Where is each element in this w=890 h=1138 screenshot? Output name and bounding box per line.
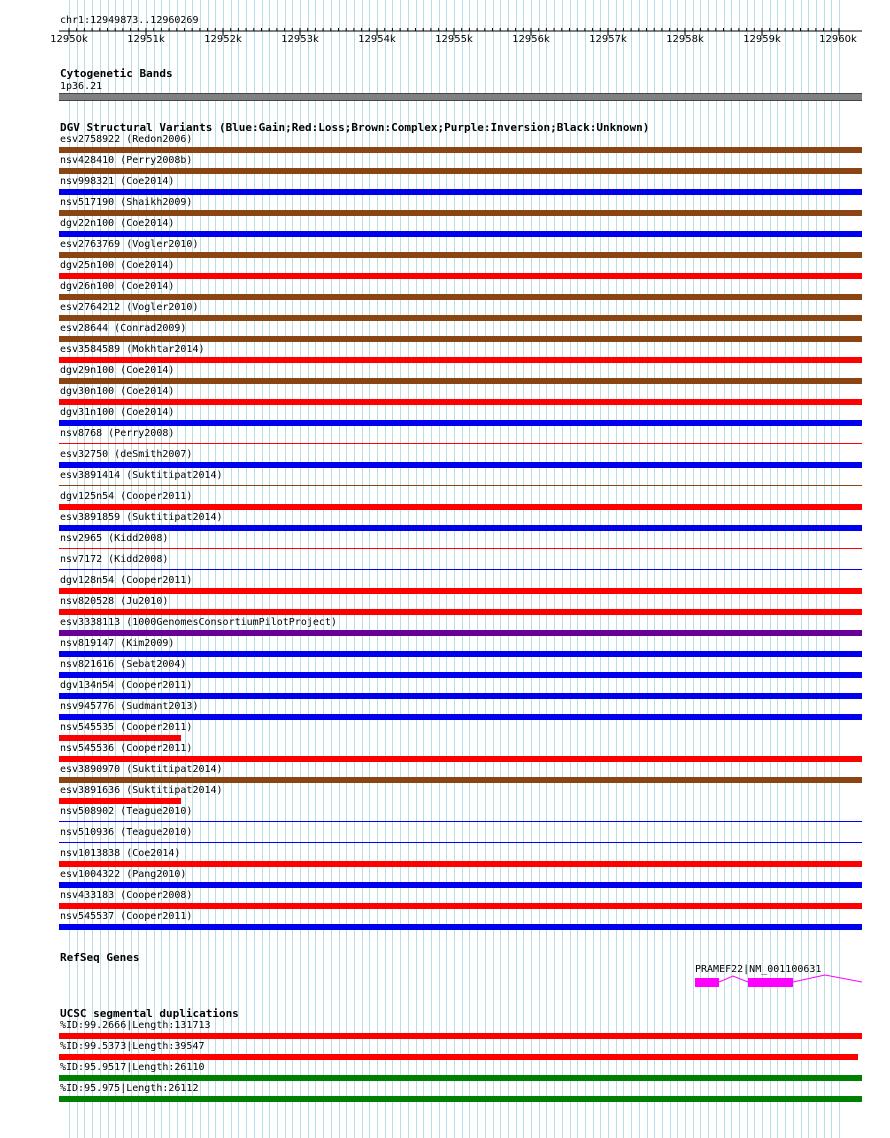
dgv-variant-label: nsv517190 (Shaikh2009) <box>60 197 193 208</box>
segdup-bar[interactable] <box>59 1096 862 1102</box>
dgv-variant-bar[interactable] <box>59 735 181 741</box>
dgv-variant-label: nsv428410 (Perry2008b) <box>60 155 193 166</box>
region-label: chr1:12949873..12960269 <box>60 15 199 26</box>
dgv-variant-label: nsv2965 (Kidd2008) <box>60 533 169 544</box>
dgv-variant-bar[interactable] <box>59 189 862 195</box>
cyto-band-bar <box>59 93 862 101</box>
dgv-variant-label: esv3891859 (Suktitipat2014) <box>60 512 223 523</box>
dgv-variant-bar[interactable] <box>59 777 862 783</box>
gene-intron <box>793 975 862 982</box>
refseq-track-title: RefSeq Genes <box>60 951 140 964</box>
dgv-variant-label: esv3338113 (1000GenomesConsortiumPilotProject) <box>60 617 337 628</box>
cyto-band-label: 1p36.21 <box>60 81 103 92</box>
dgv-variant-label: nsv545537 (Cooper2011) <box>60 911 193 922</box>
dgv-variant-bar[interactable] <box>59 821 862 822</box>
dgv-variant-label: esv2758922 (Redon2006) <box>60 134 193 145</box>
gene-exon <box>748 978 793 987</box>
dgv-variant-bar[interactable] <box>59 378 862 384</box>
dgv-variant-label: dgv134n54 (Cooper2011) <box>60 680 193 691</box>
dgv-variant-label: esv3891414 (Suktitipat2014) <box>60 470 223 481</box>
dgv-variant-bar[interactable] <box>59 443 862 444</box>
gene-label: PRAMEF22|NM_001100631 <box>695 964 822 975</box>
dgv-variant-label: dgv125n54 (Cooper2011) <box>60 491 193 502</box>
dgv-variant-label: nsv8768 (Perry2008) <box>60 428 175 439</box>
segdup-bar[interactable] <box>59 1075 862 1081</box>
dgv-variant-label: esv3890970 (Suktitipat2014) <box>60 764 223 775</box>
dgv-variant-label: nsv819147 (Kim2009) <box>60 638 175 649</box>
ruler-tick-label: 12950k <box>50 34 88 45</box>
segdup-track-title: UCSC segmental duplications <box>60 1007 239 1020</box>
dgv-variant-label: esv2763769 (Vogler2010) <box>60 239 199 250</box>
dgv-variant-bar[interactable] <box>59 336 862 342</box>
dgv-variant-label: dgv128n54 (Cooper2011) <box>60 575 193 586</box>
segdup-label: %ID:95.9517|Length:26110 <box>60 1062 205 1073</box>
dgv-variant-bar[interactable] <box>59 798 181 804</box>
dgv-variant-bar[interactable] <box>59 420 862 426</box>
dgv-variant-label: dgv31n100 (Coe2014) <box>60 407 175 418</box>
dgv-variant-bar[interactable] <box>59 210 862 216</box>
gene-intron <box>719 976 748 982</box>
dgv-variant-bar[interactable] <box>59 924 862 930</box>
dgv-variant-label: esv3584589 (Mokhtar2014) <box>60 344 205 355</box>
dgv-variant-bar[interactable] <box>59 903 862 909</box>
dgv-variant-label: dgv29n100 (Coe2014) <box>60 365 175 376</box>
dgv-variant-bar[interactable] <box>59 651 862 657</box>
dgv-variant-bar[interactable] <box>59 252 862 258</box>
dgv-variant-label: nsv545536 (Cooper2011) <box>60 743 193 754</box>
dgv-variant-label: dgv30n100 (Coe2014) <box>60 386 175 397</box>
dgv-variant-label: nsv945776 (Sudmant2013) <box>60 701 199 712</box>
ruler-tick-label: 12960k <box>819 34 857 45</box>
dgv-variant-bar[interactable] <box>59 273 862 279</box>
gene-exon <box>695 978 719 987</box>
dgv-variant-bar[interactable] <box>59 357 862 363</box>
ruler-tick-label: 12954k <box>358 34 396 45</box>
dgv-variant-bar[interactable] <box>59 756 862 762</box>
dgv-variant-bar[interactable] <box>59 714 862 720</box>
dgv-variant-label: esv32750 (deSmith2007) <box>60 449 193 460</box>
dgv-variant-bar[interactable] <box>59 630 862 636</box>
ruler-tick-label: 12952k <box>204 34 242 45</box>
dgv-variant-bar[interactable] <box>59 525 862 531</box>
dgv-variant-label: dgv25n100 (Coe2014) <box>60 260 175 271</box>
dgv-variant-bar[interactable] <box>59 399 862 405</box>
dgv-variant-bar[interactable] <box>59 842 862 843</box>
dgv-variant-bar[interactable] <box>59 548 862 549</box>
dgv-variant-label: esv28644 (Conrad2009) <box>60 323 187 334</box>
dgv-variant-label: dgv26n100 (Coe2014) <box>60 281 175 292</box>
dgv-variant-bar[interactable] <box>59 294 862 300</box>
dgv-variant-label: nsv433183 (Cooper2008) <box>60 890 193 901</box>
segdup-label: %ID:99.5373|Length:39547 <box>60 1041 205 1052</box>
dgv-variant-bar[interactable] <box>59 485 862 486</box>
dgv-variant-bar[interactable] <box>59 609 862 615</box>
dgv-variant-bar[interactable] <box>59 882 862 888</box>
segdup-label: %ID:95.975|Length:26112 <box>60 1083 199 1094</box>
dgv-variant-label: esv3891636 (Suktitipat2014) <box>60 785 223 796</box>
dgv-variant-label: nsv7172 (Kidd2008) <box>60 554 169 565</box>
ruler-tick-label: 12953k <box>281 34 319 45</box>
ruler-tick-label: 12956k <box>512 34 550 45</box>
segdup-bar[interactable] <box>59 1033 862 1039</box>
cyto-track-title: Cytogenetic Bands <box>60 67 173 80</box>
dgv-variant-bar[interactable] <box>59 672 862 678</box>
dgv-variant-bar[interactable] <box>59 168 862 174</box>
dgv-variant-label: nsv545535 (Cooper2011) <box>60 722 193 733</box>
segdup-bar[interactable] <box>59 1054 858 1060</box>
dgv-variant-bar[interactable] <box>59 462 862 468</box>
dgv-variant-bar[interactable] <box>59 693 862 699</box>
ruler-tick-label: 12958k <box>666 34 704 45</box>
dgv-variant-label: dgv22n100 (Coe2014) <box>60 218 175 229</box>
dgv-variant-label: nsv1013838 (Coe2014) <box>60 848 181 859</box>
gene-model <box>0 972 890 992</box>
ruler-tick-label: 12955k <box>435 34 473 45</box>
dgv-variant-label: nsv998321 (Coe2014) <box>60 176 175 187</box>
dgv-variant-label: nsv510936 (Teague2010) <box>60 827 193 838</box>
dgv-variant-label: esv1004322 (Pang2010) <box>60 869 187 880</box>
dgv-variant-bar[interactable] <box>59 504 862 510</box>
segdup-label: %ID:99.2666|Length:131713 <box>60 1020 211 1031</box>
dgv-variant-label: nsv821616 (Sebat2004) <box>60 659 187 670</box>
dgv-variant-bar[interactable] <box>59 147 862 153</box>
dgv-variant-bar[interactable] <box>59 315 862 321</box>
dgv-variant-bar[interactable] <box>59 861 862 867</box>
dgv-variant-bar[interactable] <box>59 588 862 594</box>
dgv-variant-bar[interactable] <box>59 569 862 570</box>
dgv-variant-label: nsv508902 (Teague2010) <box>60 806 193 817</box>
dgv-variant-label: nsv820528 (Ju2010) <box>60 596 169 607</box>
dgv-variant-label: esv2764212 (Vogler2010) <box>60 302 199 313</box>
dgv-variant-bar[interactable] <box>59 231 862 237</box>
ruler-tick-label: 12951k <box>127 34 165 45</box>
ruler-tick-label: 12959k <box>743 34 781 45</box>
dgv-track-title: DGV Structural Variants (Blue:Gain;Red:Loss;Brown:Complex;Purple:Inversion;Black:Unknown) <box>60 121 650 134</box>
ruler-tick-label: 12957k <box>589 34 627 45</box>
